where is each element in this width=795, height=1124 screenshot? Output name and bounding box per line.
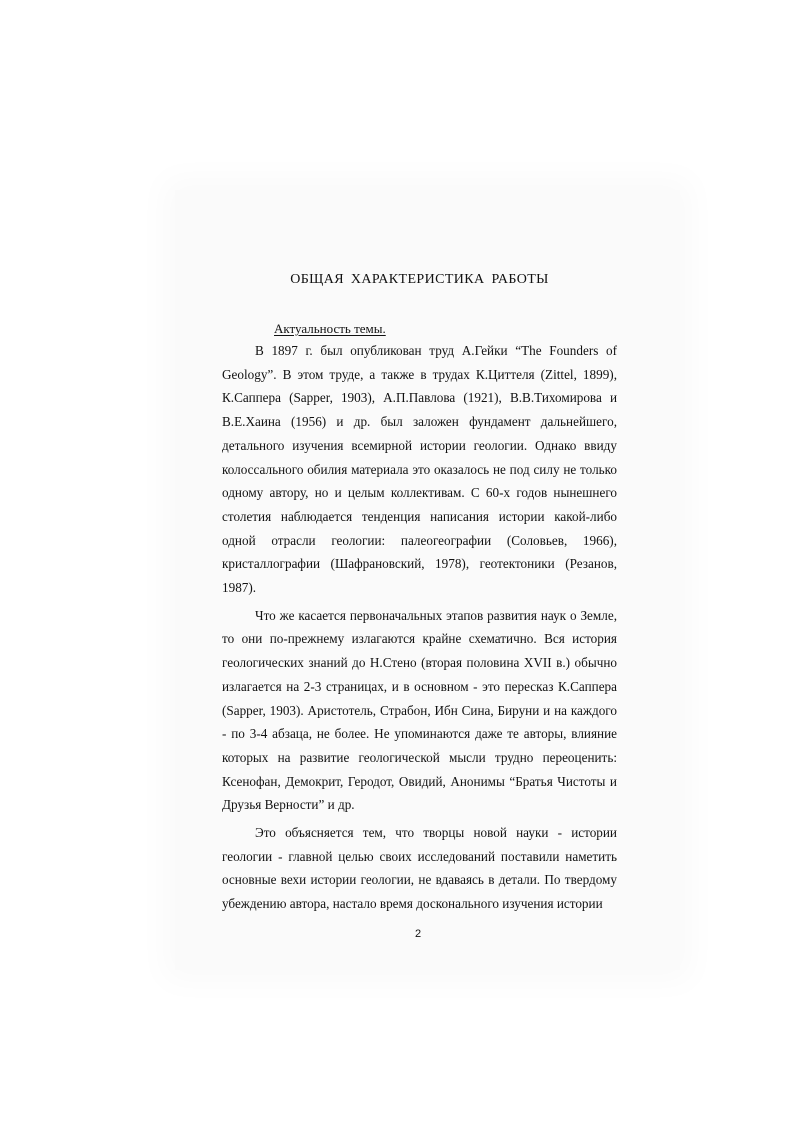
- paragraph-1: В 1897 г. был опубликован труд А.Гейки “The Founders of Geology”. В этом труде, а также в трудах К.Циттеля (Zittel, 1899), К.Саппера (Sapper, 1903), А.П.Павлова (1921), В.В.Тихомирова и В.Е.Хаина (1956) и др. был заложен фундамент дальнейшего, детального изучения всемирной истории геологии. Однако ввиду колоссального обилия материала это оказалось не под силу не только одному автору, но и целым коллективам. С 60-х годов нынешнего столетия наблюдается тенденция написания истории какой-либо одной отрасли геологии: палеогеографии (Соловьев, 1966), кристаллографии (Шафрановский, 1978), геотектоники (Резанов, 1987).: [222, 343, 617, 596]
- paragraph-2: Что же касается первоначальных этапов развития наук о Земле, то они по-прежнему излагаются крайне схематично. Вся история геологических знаний до Н.Стено (вторая половина XVII в.) обычно излагается на 2-3 страницах, и в основном - это пересказ К.Саппера (Sapper, 1903). Аристотель, Страбон, Ибн Сина, Бируни и на каждого - по 3-4 абзаца, не более. Не упоминаются даже те авторы, влияние которых на развитие геологической мысли трудно переоценить: Ксенофан, Демокрит, Геродот, Овидий, Анонимы “Братья Чистоты и Друзья Верности” и др.: [222, 607, 617, 813]
- page-number: 2: [414, 928, 422, 940]
- section-subheading: Актуальность темы.: [274, 321, 386, 336]
- document-title: ОБЩАЯ ХАРАКТЕРИСТИКА РАБОТЫ: [290, 272, 549, 287]
- paragraph-3: Это объясняется тем, что творцы новой науки - истории геологии - главной целью своих исследований поставили наметить основные вехи истории геологии, не вдаваясь в детали. По твердому убеждению автора, настало время досконального изучения истории: [222, 825, 617, 912]
- body-text: [222, 339, 617, 920]
